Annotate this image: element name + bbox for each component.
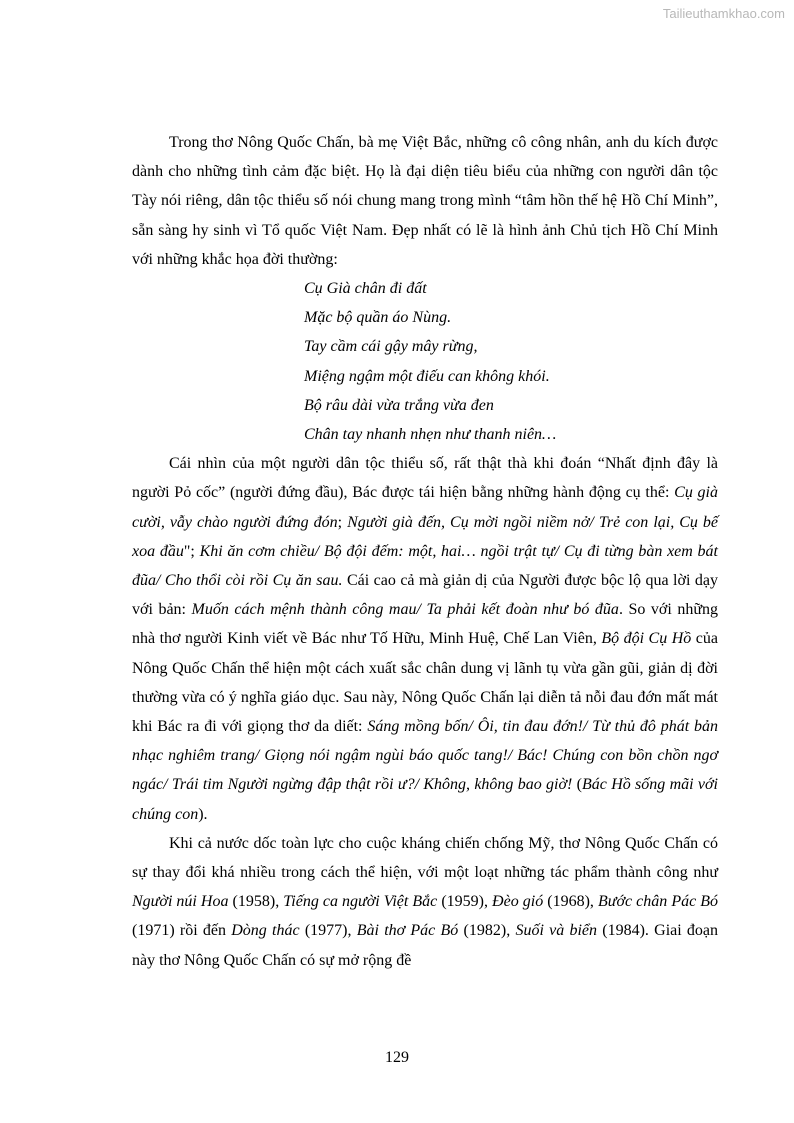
text-run: của Nông Quốc Chấn thể hiện một cách xuất sắc chân dung vị lãnh tụ vừa gần gũi, giản dị đời thường vừa có ý nghĩa giáo dục. Sau này, Nông Quốc Chấn lại diễn tả nỗi đau đớn mất mát khi Bác ra đi với giọng thơ da diết: xyxy=(132,630,719,736)
work-title: Bài thơ Pác Bó xyxy=(356,922,459,940)
work-title: Suối và biển xyxy=(515,922,598,940)
poem-line: Chân tay nhanh nhẹn như thanh niên… xyxy=(304,426,557,444)
poem-line: Mặc bộ quần áo Nùng. xyxy=(304,309,452,327)
poem-line: Cụ Già chân đi đất xyxy=(304,280,427,298)
paragraph-2 xyxy=(132,449,718,829)
text-run: (1977), xyxy=(299,922,357,940)
italic-quote: Người già đến, Cụ mời ngồi niềm nở/ Trẻ con lại, Cụ bế xoa đầu xyxy=(132,513,719,560)
work-title: Bước chân Pác Bó xyxy=(597,893,719,911)
poem-line: Tay cầm cái gậy mây rừng, xyxy=(304,338,478,356)
page-number: 129 xyxy=(385,1049,409,1066)
poem-line: Bộ râu dài vừa trắng vừa đen xyxy=(304,396,494,414)
text-run: ( xyxy=(572,776,582,794)
text-run: (1971) rồi đến xyxy=(132,922,232,940)
text-run: . So với những nhà thơ người Kinh viết về Bác như Tố Hữu, Minh Huệ, Chế Lan Viên, xyxy=(132,601,719,648)
text-run: ; xyxy=(337,513,348,531)
italic-quote: Sáng mồng bốn/ Ôi, tin đau đớn!/ Từ thủ đô phát bản nhạc nghiêm trang/ Giọng nói ngậm ngùi báo quốc tang!/ Bác! Chúng con bồn chồn ngơ ngác/ Trái tim Người ngừng đập thật rồi ư?/ Không, không bao giờ! xyxy=(132,718,719,794)
work-title: Bộ đội Cụ Hồ xyxy=(601,630,692,648)
italic-quote: Cụ già cười, vẫy chào người đứng đón xyxy=(132,484,719,531)
work-title: Bác Hồ sống mãi với chúng con xyxy=(132,776,718,823)
text-run: (1982), xyxy=(458,922,516,940)
paragraph-3 xyxy=(132,829,718,975)
paragraph-1: Trong thơ Nông Quốc Chấn, bà mẹ Việt Bắc, những cô công nhân, anh du kích được dành cho những tình cảm đặc biệt. Họ là đại diện tiêu biểu của những con người dân tộc Tày nói riêng, dân tộc thiểu số nói chung mang trong mình “tâm hồn thế hệ Hồ Chí Minh”, sẵn sàng hy sinh vì Tổ quốc Việt Nam. Đẹp nhất có lẽ là hình ảnh Chủ tịch Hồ Chí Minh với những khắc họa đời thường: xyxy=(132,134,718,268)
watermark: Tailieuthamkhao.com xyxy=(662,6,785,21)
poem-line: Miệng ngậm một điếu can không khói. xyxy=(304,367,550,385)
italic-quote: Muốn cách mệnh thành công mau/ Ta phải kết đoàn như bó đũa xyxy=(191,601,619,619)
text-run: "; xyxy=(183,542,200,560)
page-content xyxy=(132,128,718,975)
text-run: (1984). Giai đoạn này thơ Nông Quốc Chấn có sự mở rộng đề xyxy=(132,922,719,969)
italic-quote: Khi ăn cơm chiều/ Bộ đội đếm: một, hai… ngồi trật tự/ Cụ đi từng bàn xem bát đũa/ Cho thổi còi rồi Cụ ăn sau. xyxy=(132,542,718,590)
text-run: (1958), xyxy=(228,893,284,911)
text-run: Cái cao cả mà giản dị của Người được bộc lộ qua lời dạy với bản: xyxy=(132,572,718,619)
text-run: Cái nhìn của một người dân tộc thiểu số, rất thật thà khi đoán “Nhất định đây là người Pỏ cốc” (người đứng đầu), Bác được tái hiện bằng những hành động cụ thể: xyxy=(132,455,718,502)
work-title: Đèo gió xyxy=(492,893,544,911)
text-run: Khi cả nước dốc toàn lực cho cuộc kháng chiến chống Mỹ, thơ Nông Quốc Chấn có sự thay đổi khá nhiều trong cách thể hiện, với một loạt những tác phẩm thành công như xyxy=(132,834,718,882)
poem xyxy=(132,274,718,449)
text-run: (1959), xyxy=(437,893,493,911)
work-title: Dòng thác xyxy=(231,922,300,940)
work-title: Người núi Hoa xyxy=(132,893,229,911)
work-title: Tiếng ca người Việt Bắc xyxy=(283,893,438,911)
text-run: (1968), xyxy=(543,893,598,911)
text-run: ). xyxy=(198,805,208,823)
